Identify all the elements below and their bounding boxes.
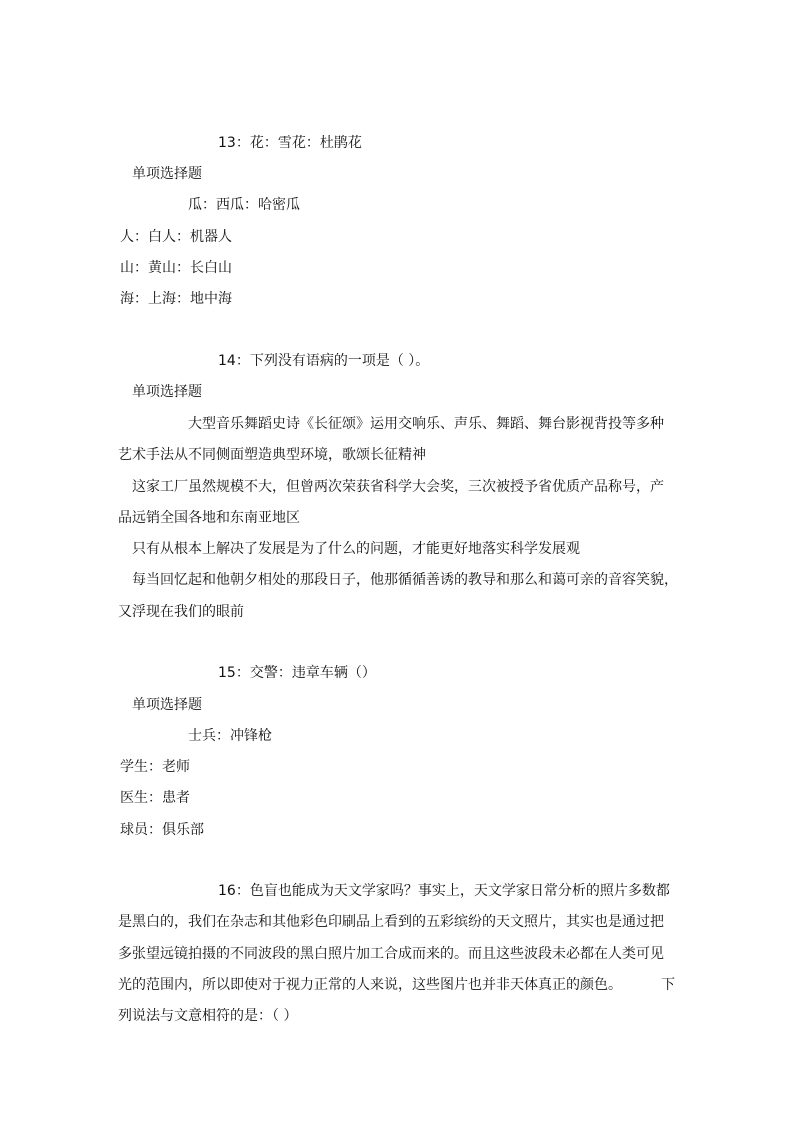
option-d: 海：上海：地中海 — [120, 291, 232, 307]
question-16-line: 列说法与文意相符的是：（ ） — [118, 1008, 298, 1024]
option-c: 医生：患者 — [120, 790, 190, 806]
question-16-line: 16：色盲也能成为天文学家吗？事实上，天文学家日常分析的照片多数都 — [218, 883, 670, 899]
question-type-label: 单项选择题 — [132, 166, 202, 182]
option-a-line: 大型音乐舞蹈史诗《长征颂》运用交响乐、声乐、舞蹈、舞台影视背投等多种 — [188, 416, 664, 432]
question-type-label: 单项选择题 — [132, 697, 202, 713]
question-16-line: 是黑白的，我们在杂志和其他彩色印刷品上看到的五彩缤纷的天文照片，其实也是通过把 — [118, 914, 664, 930]
option-d-line: 又浮现在我们的眼前 — [118, 604, 244, 620]
option-a-line: 艺术手法从不同侧面塑造典型环境，歌颂长征精神 — [118, 447, 426, 463]
option-a: 士兵：冲锋枪 — [188, 728, 272, 744]
option-a: 瓜：西瓜：哈密瓜 — [188, 197, 300, 213]
option-c-line: 只有从根本上解决了发展是为了什么的问题，才能更好地落实科学发展观 — [132, 541, 580, 557]
question-type-label: 单项选择题 — [132, 384, 202, 400]
option-d: 球员：俱乐部 — [120, 822, 204, 838]
question-16-line: 下 — [661, 977, 675, 993]
question-14-heading: 14：下列没有语病的一项是（ ）。 — [218, 353, 430, 369]
question-13-heading: 13：花：雪花：杜鹃花 — [218, 135, 362, 151]
option-c: 山：黄山：长白山 — [120, 260, 232, 276]
question-15-heading: 15：交警：违章车辆（） — [218, 665, 376, 681]
question-16-line: 多张望远镜拍摄的不同波段的黑白照片加工合成而来的。而且这些波段未必都在人类可见 — [118, 946, 664, 962]
option-d-line: 每当回忆起和他朝夕相处的那段日子，他那循循善诱的教导和那么和蔼可亲的音容笑貌， — [132, 572, 678, 588]
option-b: 人：白人：机器人 — [120, 229, 232, 245]
option-b-line: 这家工厂虽然规模不大，但曾两次荣获省科学大会奖，三次被授予省优质产品称号，产 — [132, 479, 664, 495]
question-16-line: 光的范围内，所以即使对于视力正常的人来说，这些图片也并非天体真正的颜色。 — [118, 977, 622, 993]
option-b: 学生：老师 — [120, 759, 190, 775]
option-b-line: 品远销全国各地和东南亚地区 — [118, 510, 300, 526]
